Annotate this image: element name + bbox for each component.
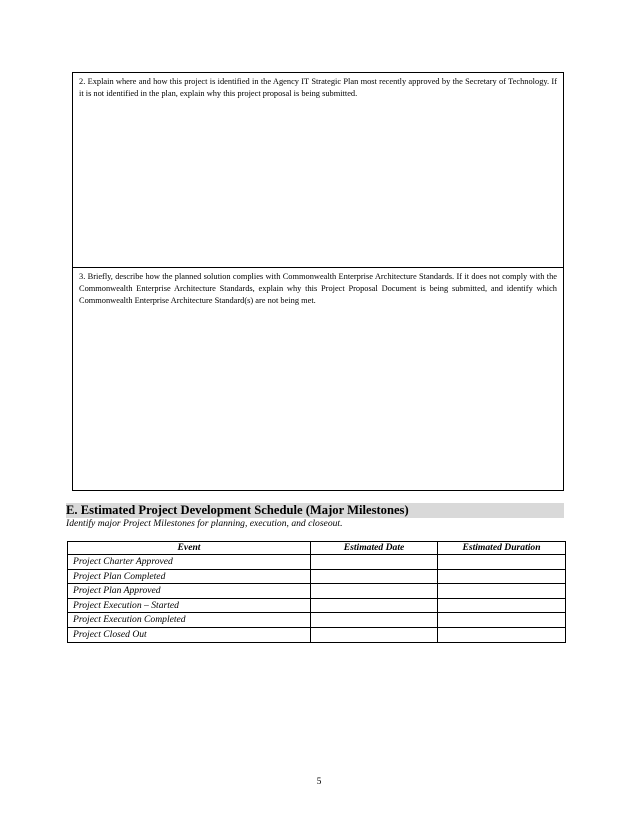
estimated-date-cell[interactable] [311, 569, 438, 584]
estimated-duration-cell[interactable] [438, 627, 566, 642]
page-number: 5 [316, 776, 322, 787]
header-estimated-duration: Estimated Duration [438, 542, 566, 555]
estimated-duration-cell[interactable] [438, 598, 566, 613]
estimated-duration-cell[interactable] [438, 613, 566, 628]
section-e-subheading: Identify major Project Milestones for planning, execution, and closeout. [66, 518, 343, 529]
estimated-date-cell[interactable] [311, 598, 438, 613]
estimated-duration-cell[interactable] [438, 584, 566, 599]
event-cell: Project Plan Completed [68, 569, 311, 584]
section-e-heading: E. Estimated Project Development Schedule (Major Milestones) [66, 503, 564, 518]
table-row [68, 613, 566, 628]
question-3-box[interactable] [72, 267, 564, 491]
estimated-date-cell[interactable] [311, 613, 438, 628]
estimated-date-cell[interactable] [311, 584, 438, 599]
table-row [68, 627, 566, 642]
table-row [68, 569, 566, 584]
event-cell: Project Plan Approved [68, 584, 311, 599]
header-event: Event [68, 542, 311, 555]
event-cell: Project Charter Approved [68, 555, 311, 570]
table-header-row [68, 542, 566, 555]
estimated-duration-cell[interactable] [438, 555, 566, 570]
header-estimated-date: Estimated Date [311, 542, 438, 555]
event-cell: Project Execution – Started [68, 598, 311, 613]
event-cell: Project Execution Completed [68, 613, 311, 628]
table-row [68, 598, 566, 613]
estimated-date-cell[interactable] [311, 555, 438, 570]
table-row [68, 584, 566, 599]
milestone-table [67, 541, 566, 643]
estimated-date-cell[interactable] [311, 627, 438, 642]
event-cell: Project Closed Out [68, 627, 311, 642]
table-row [68, 555, 566, 570]
question-3-text: 3. Briefly, describe how the planned solution complies with Commonwealth Enterprise Architecture Standards. If it does not comply with the Commonwealth Enterprise Architecture Standards, explain why this Project Proposal Document is being submitted, and identify which Commonwealth Enterprise Architecture Standard(s) are not being met. [79, 272, 557, 305]
question-2-text: 2. Explain where and how this project is identified in the Agency IT Strategic Plan most recently approved by the Secretary of Technology. If it is not identified in the plan, explain why this project proposal is being submitted. [79, 77, 557, 98]
estimated-duration-cell[interactable] [438, 569, 566, 584]
question-2-box[interactable] [72, 72, 564, 268]
